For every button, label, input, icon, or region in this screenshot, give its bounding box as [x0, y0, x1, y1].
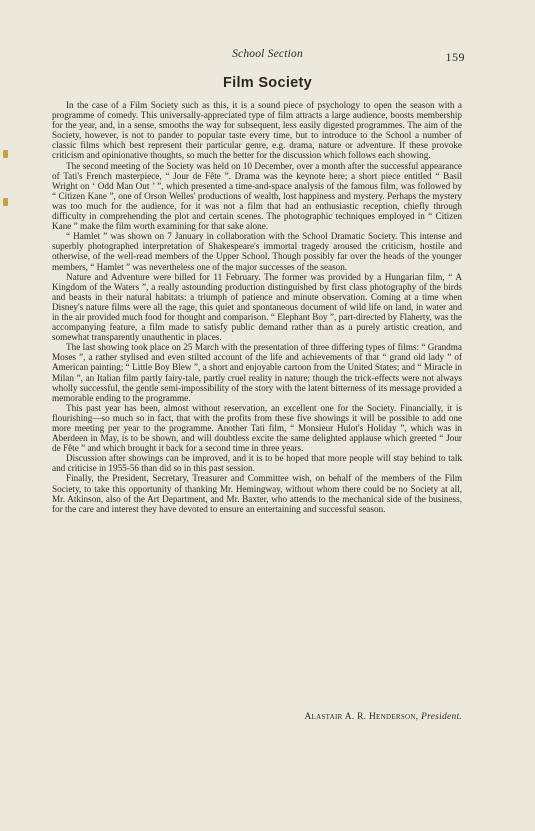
paragraph: Nature and Adventure were billed for 11 February. The former was provided by a Hungarian film, “ A Kingdom of the Waters ”, a really astounding production distinguished by first class photography of the birds and beasts in their natural habitats: a triumph of patience and minute observation. Coming at a time when Disney's nature films were all the rage, this quiet and spontaneous document of wild life on land, in water and in the air provided much food for thought and comparison. “ Elephant Boy ”, part-directed by Flaherty, was the accompanying feature, a film made to satisfy public demand rather than as a purely artistic creation, and somewhat transparently unauthentic in places. [52, 271, 462, 343]
running-head [0, 48, 535, 64]
paragraph: Discussion after showings can be improved, and it is to be hoped that more people will stay behind to talk and criticise in 1955-56 than did so in this past session. [52, 453, 462, 474]
article-body [52, 100, 462, 514]
paragraph: In the case of a Film Society such as this, it is a sound piece of psychology to open the season with a programme of comedy. This universally-appreciated type of film attracts a large audience, boosts membership for the year, and, in a sense, smooths the way for subsequent, less easily digested programmes. The aim of the Society, however, is not to pander to popular taste every time, but to introduce to the School a number of classic films which best represent their particular genre, e.g. drama, nature or adventure. If these provoke criticism and opinionative thoughts, so much the better for the discussion which follows each showing. [52, 100, 462, 161]
paragraph: “ Hamlet ” was shown on 7 January in collaboration with the School Dramatic Society. This intense and superbly photographed interpretation of Shakespeare's immortal tragedy aroused the criticism, hostile and otherwise, of the well-read members of the Upper School. Though possibly far over the heads of the younger members, “ Hamlet ” was nevertheless one of the major successes of the season. [52, 231, 462, 272]
signature-role: President. [421, 712, 462, 722]
article-title: Film Society [222, 75, 312, 91]
paragraph: The last showing took place on 25 March with the presentation of three differing types of films: “ Grandma Moses ”, a rather stylised and even stilted account of the life and achievements of that “ grand old lady ” of American painting; “ Little Boy Blew ”, a short and enjoyable cartoon from the United States; and “ Miracle in Milan ”, an Italian film partly fairy-tale, partly cruel reality in nature; though the trick-effects were not always wholly successful, the gentle semi-impossibility of the story with the latent bitterness of its message provided a memorable ending to the programme. [52, 342, 462, 403]
paragraph: Finally, the President, Secretary, Treasurer and Committee wish, on behalf of the members of the Film Society, to take this opportunity of thanking Mr. Hemingway, without whom there could be no Society at all, Mr. Atkinson, also of the Art Department, and Mr. Baxter, who attends to the mechanical side of the business, for the care and interest they have devoted to ensure an entertaining and successful season. [52, 473, 462, 514]
page-edge-mark [3, 150, 8, 158]
page-edge-mark [3, 198, 8, 206]
page-number: 159 [445, 50, 465, 64]
paragraph: The second meeting of the Society was held on 10 December, over a month after the successful appearance of Tati's French masterpiece, “ Jour de Fête ”. Drama was the keynote here; a short piece entitled “ Basil Wright on ‘ Odd Man Out ’ ”, which presented a time-and-space analysis of the famous film, was followed by “ Citizen Kane ”, one of Orson Welles' productions of wealth, lost happiness and mystery. Perhaps the mystery was too much for the audience, for it was not a film that had an enthusiastic reception, chiefly through difficulty in comprehending the plot and certain scenes. The photographic techniques employed in “ Citizen Kane ” make the film worth examining for that sake alone. [52, 160, 462, 232]
signature-name: Alastair A. R. Henderson, [304, 712, 419, 722]
section-title: School Section [232, 48, 303, 60]
signature [304, 712, 462, 722]
paragraph: This past year has been, almost without reservation, an excellent one for the Society. Financially, it is flourishing—so much so in fact, that with the profits from these five showings it will be possible to add one more meeting per year to the programme. Another Tati film, “ Monsieur Hulot's Holiday ”, which was in Aberdeen in May, is to be shown, and will doubtless excite the same delighted applause which greeted “ Jour de Fête ” and which brought it back for a second time in three years. [52, 402, 462, 454]
